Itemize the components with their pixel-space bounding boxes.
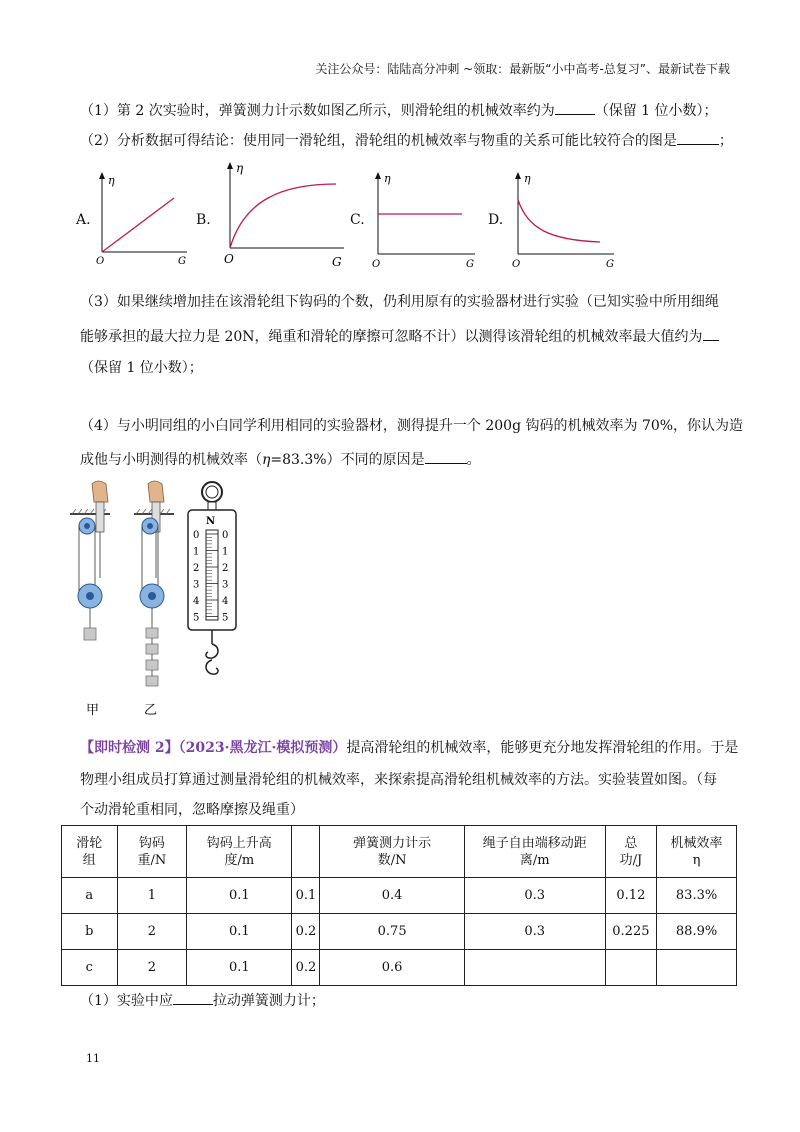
x-axis-label: G <box>466 259 474 270</box>
question-1-note: （保留 1 位小数）； <box>594 103 718 119</box>
scale-tick-label: 5 <box>222 612 229 624</box>
scale-unit: N <box>206 516 216 527</box>
table-cell: 2 <box>117 914 187 950</box>
table-header-cell: 弹簧测力计示 数/N <box>320 826 464 878</box>
answer-blank[interactable] <box>425 449 467 464</box>
table-cell <box>657 950 737 986</box>
scale-tick-label: 1 <box>193 546 200 558</box>
answer-blank[interactable] <box>703 326 719 341</box>
table-header-cell: 滑轮 组 <box>62 826 118 878</box>
hook-icon <box>206 660 218 674</box>
scale-tick-label: 0 <box>222 530 229 541</box>
y-axis-arrow <box>515 172 521 179</box>
table-cell: 83.3% <box>657 878 737 914</box>
scale-tick-label: 1 <box>222 546 229 558</box>
table-header-cell: 总 功/J <box>605 826 656 878</box>
table-cell: 0.75 <box>320 914 464 950</box>
check2-tag: 【即时检测 2】（2023·黑龙江·模拟预测） <box>80 740 347 756</box>
scale-tick-label: 2 <box>193 563 200 574</box>
apparatus-figure <box>60 478 260 718</box>
weight-block <box>146 644 158 654</box>
weight-block <box>146 628 158 638</box>
graph-b <box>222 160 350 268</box>
question-3-text: 能够承担的最大拉力是 20N，绳重和滑轮的摩擦可忽略不计）以测得该滑轮组的机械效率最大值约为 <box>80 329 703 345</box>
table-header-cell: 机械效率 η <box>657 826 737 878</box>
question-last-text: （1）实验中应 <box>80 993 173 1009</box>
table-cell: 0.6 <box>320 950 464 986</box>
table-cell: 0.1 <box>187 878 292 914</box>
table-cell: 0.225 <box>605 914 656 950</box>
curve-concave <box>230 184 336 248</box>
y-axis-label: η <box>108 174 115 187</box>
answer-blank[interactable] <box>555 100 595 115</box>
table-cell: 0.1 <box>187 950 292 986</box>
table-cell <box>605 950 656 986</box>
table-row <box>62 914 737 950</box>
table-cell: 1 <box>117 878 187 914</box>
label-yi: 乙 <box>144 703 158 718</box>
table-header-cell: 钩码 重/N <box>117 826 187 878</box>
scale-tick-label: 3 <box>193 579 200 591</box>
question-1-text: （1）第 2 次实验时，弹簧测力计示数如图乙所示，则滑轮组的机械效率约为 <box>80 103 555 119</box>
check2-line2: 物理小组成员打算通过测量滑轮组的机械效率，来探索提高滑轮组机械效率的方法。实验装置如图。（每 <box>80 772 717 788</box>
table-cell <box>464 950 605 986</box>
y-axis-arrow <box>375 172 381 179</box>
table-cell: 0.1 <box>187 914 292 950</box>
eta-symbol: η <box>262 452 271 468</box>
origin-label: O <box>224 252 234 266</box>
hand-icon <box>92 481 108 502</box>
weight-block <box>84 628 96 640</box>
curve-linear <box>102 198 174 252</box>
question-3-line3: （保留 1 位小数）； <box>80 360 203 376</box>
origin-label: O <box>96 256 105 265</box>
question-3-line1: （3）如果继续增加挂在该滑轮组下钩码的个数，仍利用原有的实验器材进行实验（已知实验中所用细绳 <box>80 294 719 310</box>
data-table <box>61 825 737 986</box>
option-d-label: D. <box>488 212 504 228</box>
weight-block <box>146 660 158 670</box>
option-c-label: C. <box>350 212 365 228</box>
check2-line3: 个动滑轮重相同，忽略摩擦及绳重） <box>80 802 304 818</box>
question-4-text-mid: =83.3%）不同的原因是 <box>270 452 425 468</box>
curve-decay <box>518 200 600 242</box>
y-axis-arrow <box>227 162 233 169</box>
scale-tick-label: 3 <box>222 579 229 591</box>
answer-blank[interactable] <box>677 130 719 145</box>
table-cell: 0.4 <box>320 878 464 914</box>
pulley-illustration <box>60 478 260 718</box>
hook-icon <box>206 644 218 658</box>
table-cell: c <box>62 950 118 986</box>
table-row <box>62 950 737 986</box>
table-cell: 0.1 <box>292 878 320 914</box>
label-jia: 甲 <box>86 703 100 718</box>
question-1 <box>80 100 740 121</box>
table-header-cell: 绳子自由端移动距 离/m <box>464 826 605 878</box>
question-4-end: 。 <box>466 452 481 468</box>
question-last-end: 拉动弹簧测力计； <box>212 993 325 1009</box>
table-cell: 0.2 <box>292 950 320 986</box>
option-b-label: B. <box>196 212 211 228</box>
y-axis-label: η <box>384 172 391 185</box>
table-cell: 0.3 <box>464 878 605 914</box>
question-2 <box>80 130 740 151</box>
page-header: 关注公众号：陆陆高分冲刺 ~领取：最新版“小中高考-总复习”、最新试卷下载 <box>315 62 730 76</box>
table-cell: 88.9% <box>657 914 737 950</box>
x-axis-label: G <box>606 259 614 270</box>
x-axis-label: G <box>332 255 342 268</box>
question-last <box>80 990 740 1011</box>
graph-d <box>510 170 620 270</box>
check2-text: 提高滑轮组的机械效率，能够更充分地发挥滑轮组的作用。于是 <box>346 740 739 756</box>
question-3-line2 <box>80 326 740 347</box>
page-number: 11 <box>86 1052 100 1065</box>
question-2-text: （2）分析数据可得结论：使用同一滑轮组，滑轮组的机械效率与物重的关系可能比较符合的图是 <box>80 133 677 149</box>
y-axis-label: η <box>236 161 244 175</box>
graph-options <box>0 160 800 270</box>
y-axis-arrow <box>99 172 105 179</box>
table-cell: 0.2 <box>292 914 320 950</box>
question-2-end: ； <box>718 133 733 149</box>
question-4-text: 成他与小明测得的机械效率（ <box>80 452 262 468</box>
check2-line1 <box>80 738 740 758</box>
y-axis-label: η <box>524 172 531 185</box>
answer-blank[interactable] <box>173 990 213 1005</box>
table-cell: 0.12 <box>605 878 656 914</box>
table-cell: 2 <box>117 950 187 986</box>
question-4-line1: （4）与小明同组的小白同学利用相同的实验器材，测得提升一个 200g 钩码的机械效率为 70%，你认为造 <box>80 418 744 434</box>
scale-tick-label: 4 <box>193 596 200 607</box>
scale-tick-label: 0 <box>193 530 200 541</box>
option-a-label: A. <box>76 212 91 228</box>
question-4-line2 <box>80 449 740 470</box>
table-cell: 0.3 <box>464 914 605 950</box>
graph-c <box>370 170 480 270</box>
scale-tick-label: 5 <box>193 612 200 624</box>
origin-label: O <box>372 259 381 270</box>
x-axis-label: G <box>178 256 186 265</box>
table-header-row <box>62 826 737 878</box>
graph-a <box>92 170 192 265</box>
table-header-cell <box>292 826 320 878</box>
weight-block <box>146 676 158 686</box>
table-cell: b <box>62 914 118 950</box>
table-cell: a <box>62 878 118 914</box>
table-header-cell: 钩码上升高 度/m <box>187 826 292 878</box>
scale-tick-label: 4 <box>222 596 229 607</box>
scale-tick-label: 2 <box>222 563 229 574</box>
hand-icon <box>148 481 164 502</box>
origin-label: O <box>512 259 521 270</box>
table-row <box>62 878 737 914</box>
